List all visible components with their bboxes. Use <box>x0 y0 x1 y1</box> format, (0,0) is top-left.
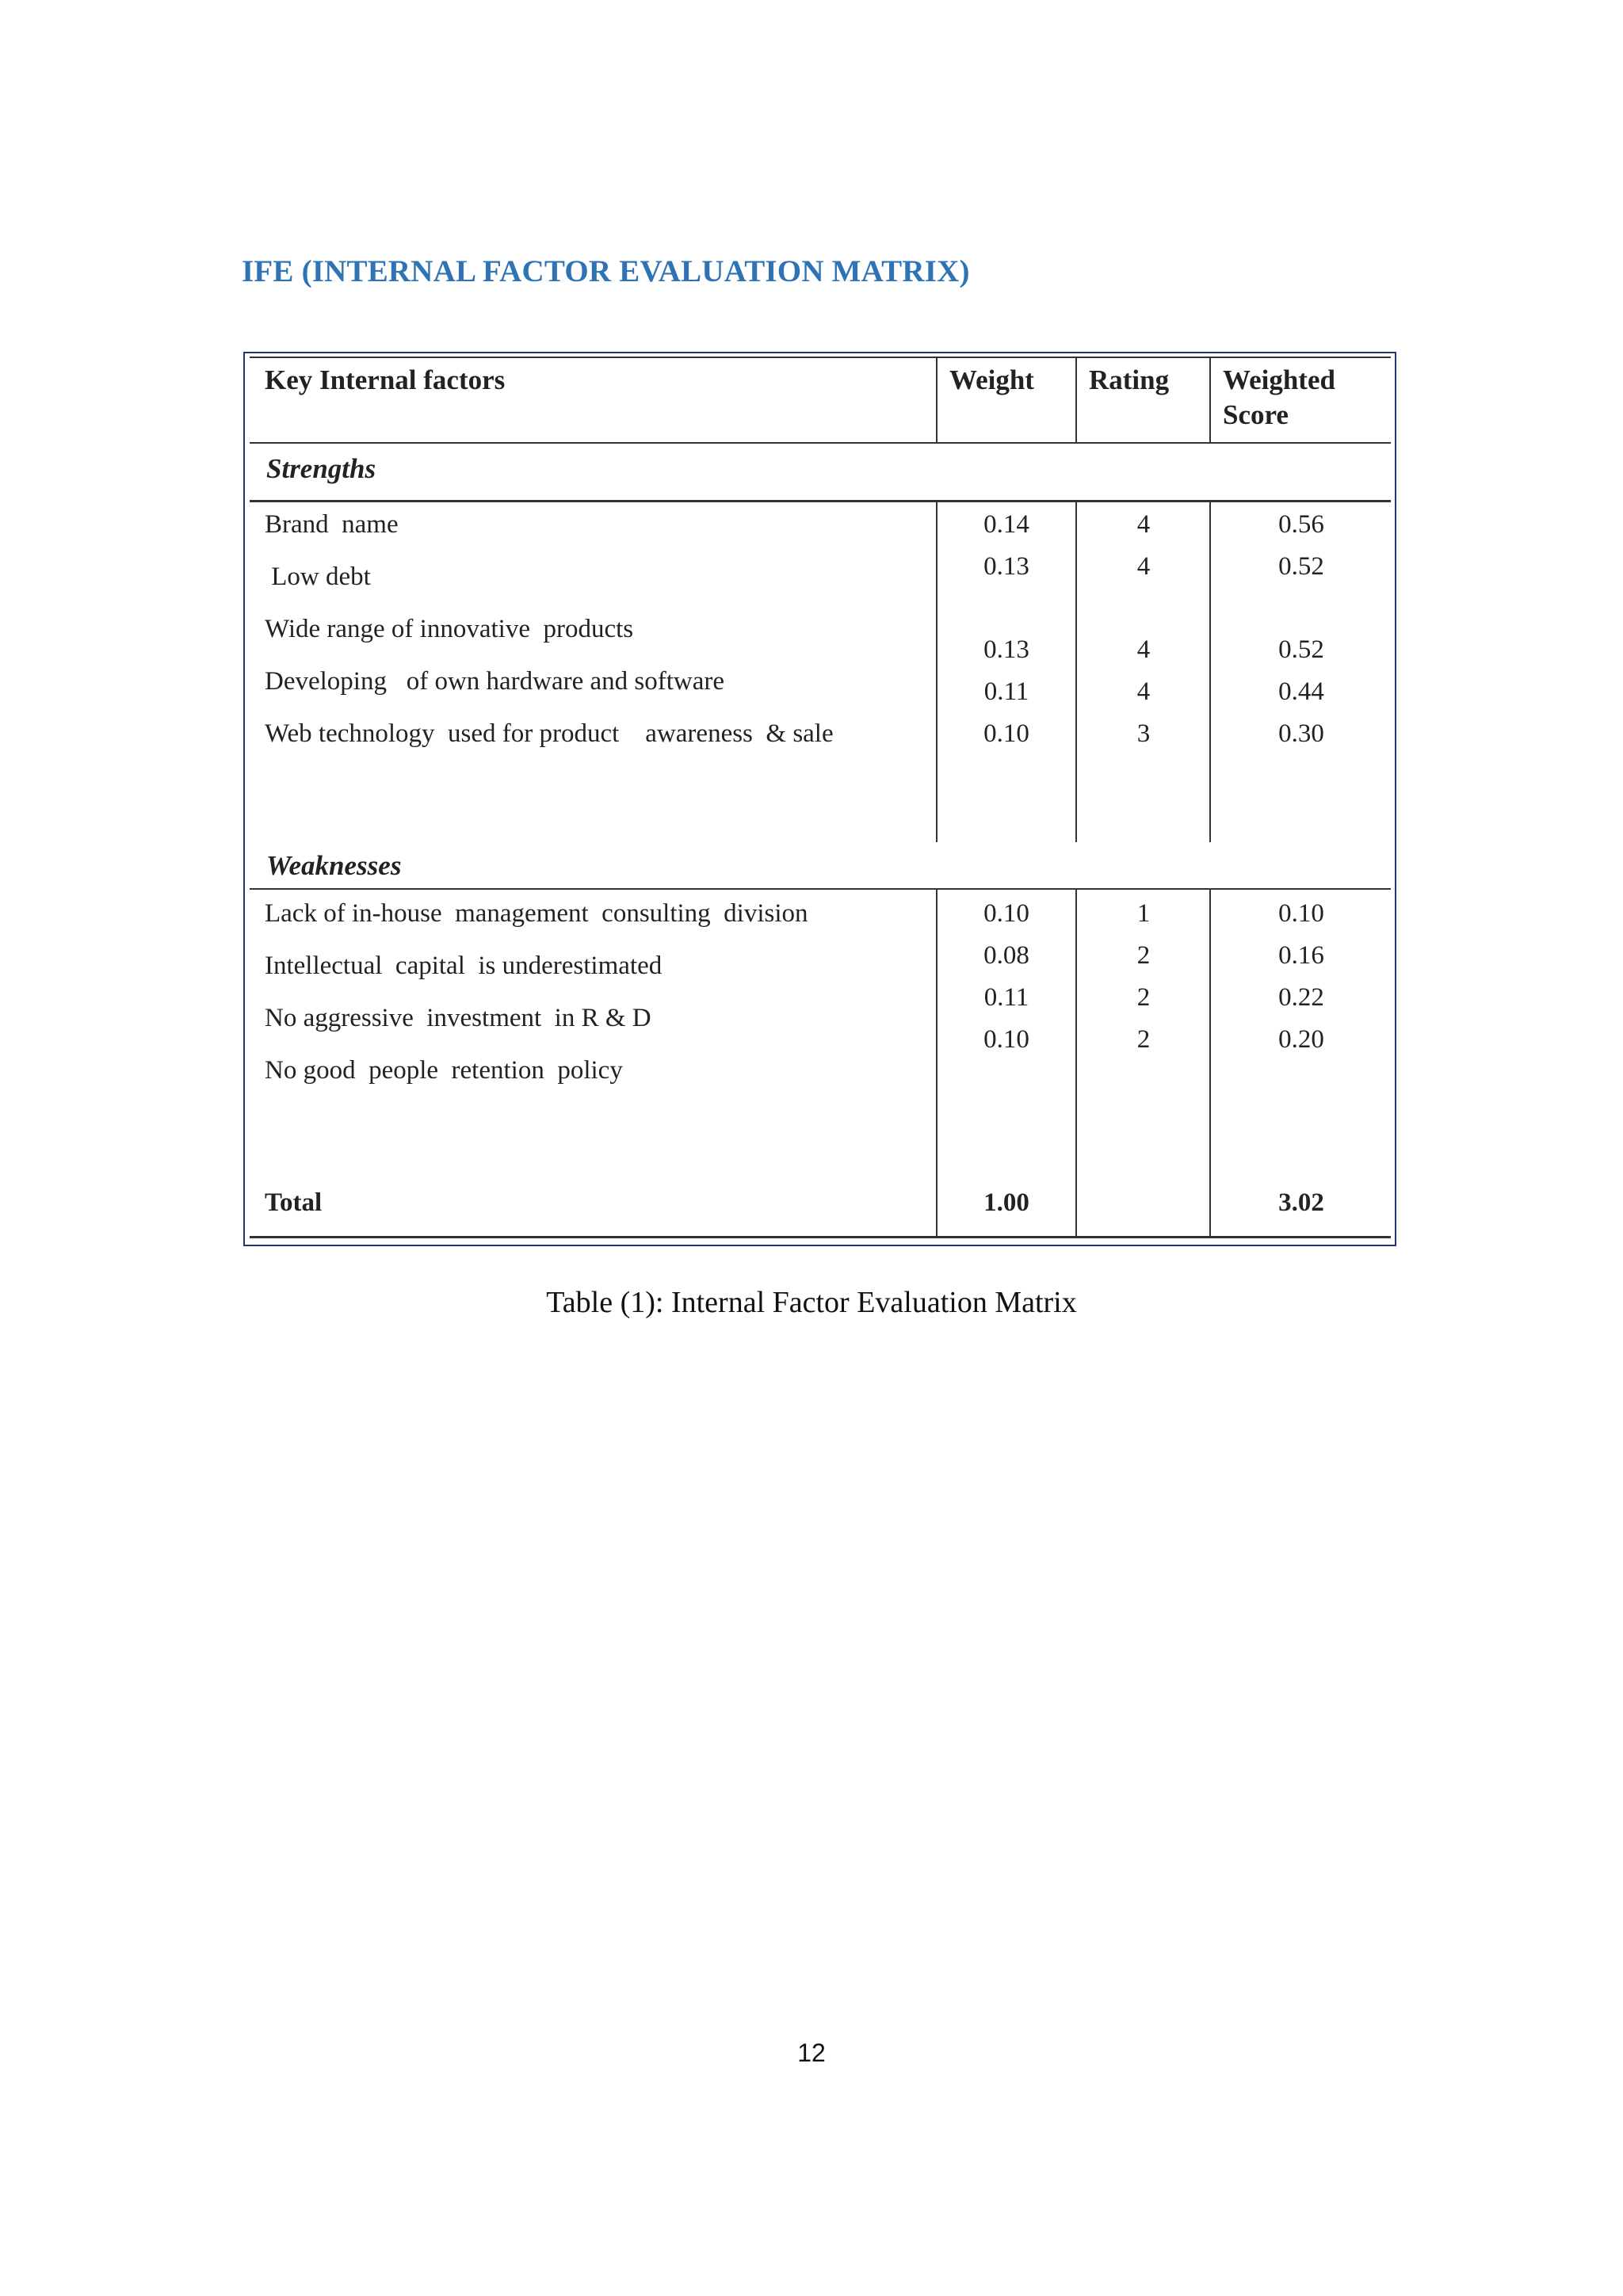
weakness-rating: 2 <box>1136 983 1151 1012</box>
weakness-factor: No good people retention policy <box>265 1056 623 1085</box>
col-rule-3-strengths <box>1209 502 1211 842</box>
header-bottom-rule <box>250 442 1391 444</box>
section-heading: IFE (INTERNAL FACTOR EVALUATION MATRIX) <box>242 254 970 288</box>
header-factor: Key Internal factors <box>265 364 506 395</box>
header-score-line2: Score <box>1223 399 1289 430</box>
weakness-score: 0.10 <box>1278 899 1324 928</box>
weaknesses-bottom-rule <box>250 888 1391 890</box>
strength-rating: 4 <box>1136 635 1151 664</box>
total-score: 3.02 <box>1278 1188 1324 1217</box>
header-top-rule <box>250 357 1391 358</box>
section-label-weaknesses: Weaknesses <box>266 850 402 881</box>
weakness-factor: Intellectual capital is underestimated <box>265 952 663 980</box>
weakness-weight: 0.10 <box>983 1025 1029 1054</box>
col-rule-3-header <box>1209 357 1211 444</box>
strength-rating: 4 <box>1136 677 1151 706</box>
header-score-line1: Weighted <box>1223 364 1335 395</box>
strength-rating: 4 <box>1136 510 1151 539</box>
weakness-rating: 2 <box>1136 941 1151 970</box>
col-rule-3-weaknesses <box>1209 889 1211 1238</box>
col-rule-1-header <box>936 357 938 444</box>
strength-score: 0.52 <box>1278 552 1324 581</box>
weakness-score: 0.20 <box>1278 1025 1324 1054</box>
weakness-factor: No aggressive investment in R & D <box>265 1004 651 1032</box>
total-label: Total <box>265 1188 323 1217</box>
page-number: 12 <box>797 2039 826 2067</box>
weakness-score: 0.16 <box>1278 941 1324 970</box>
strength-score: 0.56 <box>1278 510 1324 539</box>
strength-weight: 0.13 <box>983 635 1029 664</box>
header-rating: Rating <box>1089 364 1170 395</box>
col-rule-2-header <box>1075 357 1077 444</box>
strengths-bottom-rule <box>250 500 1391 502</box>
strength-factor: Wide range of innovative products <box>265 615 634 643</box>
strength-factor: Web technology used for product awareness & sale <box>265 719 834 748</box>
strength-weight: 0.11 <box>983 677 1029 706</box>
section-label-strengths: Strengths <box>266 453 376 484</box>
strength-rating: 4 <box>1136 552 1151 581</box>
table-frame <box>243 352 1396 1246</box>
strength-score: 0.44 <box>1278 677 1324 706</box>
weakness-weight: 0.10 <box>983 899 1029 928</box>
strength-factor: Brand name <box>265 510 399 539</box>
weakness-rating: 2 <box>1136 1025 1151 1054</box>
col-rule-1-weaknesses <box>936 889 938 1238</box>
strength-weight: 0.13 <box>983 552 1029 581</box>
weakness-score: 0.22 <box>1278 983 1324 1012</box>
weakness-factor: Lack of in-house management consulting division <box>265 899 808 928</box>
table-caption: Table (1): Internal Factor Evaluation Matrix <box>546 1286 1077 1319</box>
col-rule-2-strengths <box>1075 502 1077 842</box>
weakness-weight: 0.08 <box>983 941 1029 970</box>
col-rule-2-weaknesses <box>1075 889 1077 1238</box>
table-bottom-rule <box>250 1236 1391 1238</box>
strength-score: 0.52 <box>1278 635 1324 664</box>
strength-weight: 0.14 <box>983 510 1029 539</box>
strength-factor: Low debt <box>265 563 371 591</box>
weakness-weight: 0.11 <box>983 983 1029 1012</box>
weakness-rating: 1 <box>1136 899 1151 928</box>
strength-weight: 0.10 <box>983 719 1029 748</box>
strength-score: 0.30 <box>1278 719 1324 748</box>
strength-rating: 3 <box>1136 719 1151 748</box>
strength-factor: Developing of own hardware and software <box>265 667 725 696</box>
total-weight: 1.00 <box>983 1188 1029 1217</box>
col-rule-1-strengths <box>936 502 938 842</box>
header-weight: Weight <box>949 364 1034 395</box>
